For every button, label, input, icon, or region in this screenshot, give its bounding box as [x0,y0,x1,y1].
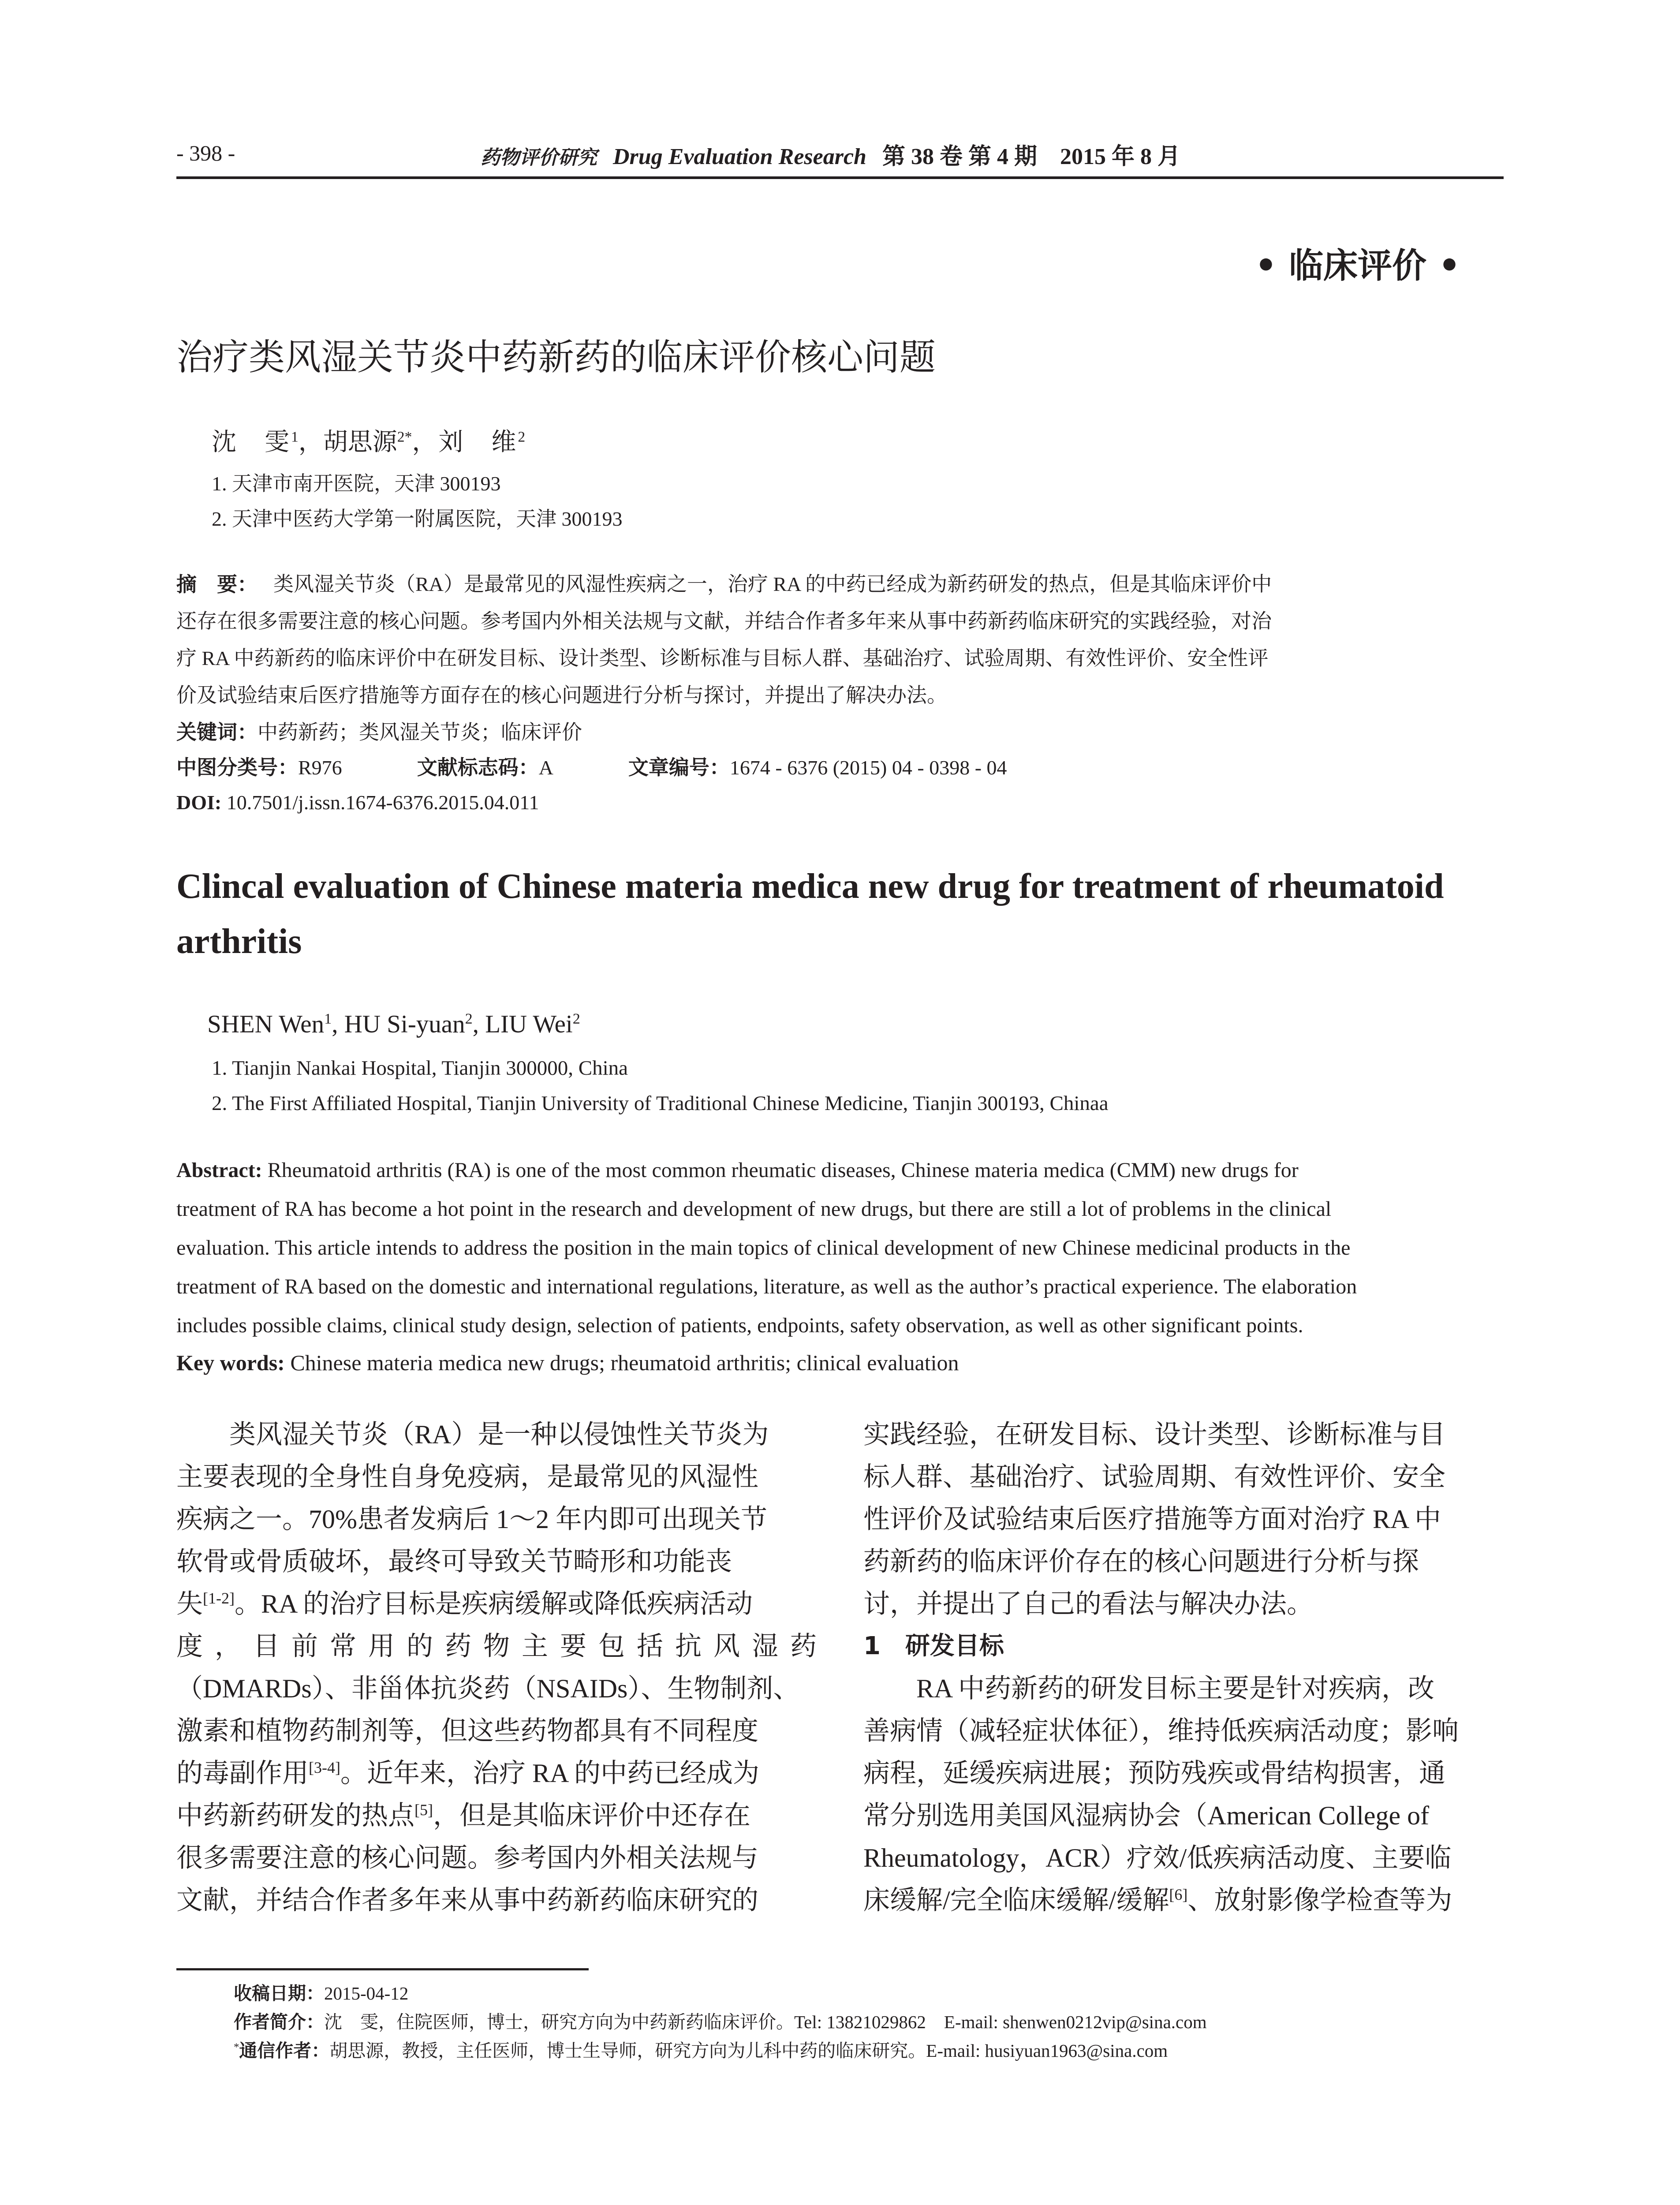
doc-code-label: 文献标志码： [417,755,539,779]
corresponding-text: 胡思源，教授，主任医师，博士生导师，研究方向为儿科中药的临床研究。E-mail: husiyuan1963@sina.com [329,2041,1168,2061]
body-left-text-9: 的毒副作用 [176,1759,309,1788]
body-right-line-7: RA 中药新药的研发目标主要是针对疾病，改 [863,1674,1435,1703]
doi-label: DOI: [176,791,222,814]
body-left-line-2: 主要表现的全身性自身免疫病，是最常见的风湿性 [176,1462,758,1491]
author-en-1: SHEN Wen [207,1010,325,1038]
affiliation-cn-2: 2. 天津中医药大学第一附属医院，天津 300193 [212,508,623,530]
keywords-en-label: Key words: [176,1350,285,1375]
body-left-text-10b: ，但是其临床评价中还存在 [433,1801,750,1830]
affiliation-en-1: 1. Tianjin Nankai Hospital, Tianjin 300000, China [212,1057,628,1080]
body-right-line-3: 性评价及试验结束后医疗措施等方面对治疗 RA 中 [863,1505,1441,1534]
doi [176,785,539,820]
author-1-affil: 1 [291,429,299,445]
abstract-en-line-1 [176,1151,1299,1190]
running-header [481,138,1180,171]
clc-value: R976 [298,756,342,779]
footnote-received [234,1980,408,2007]
corresponding-label: 通信作者： [239,2040,330,2061]
journal-name-en: Drug Evaluation Research [613,144,866,169]
received-label: 收稿日期： [234,1983,324,2004]
author-1: 沈 雯 [212,429,291,456]
body-left-line-8: 激素和植物药制剂等，但这些药物都具有不同程度 [176,1716,758,1745]
body-left-text-10: 中药新药研发的热点 [176,1801,414,1830]
abstract-en-line-5: includes possible claims, clinical study design, selection of patients, endpoints, safety observation, as well as other significant points. [176,1314,1303,1337]
issue-info: 第 38 卷 第 4 期 2015 年 8 月 [882,144,1180,169]
author-sep-1: ，胡思源 [298,429,397,456]
section-heading-1: 1 研发目标 [863,1632,1004,1660]
clc-label: 中图分类号： [176,755,298,779]
abstract-cn-label: 摘 要： [176,572,258,596]
body-left-line-7: （DMARDs）、非甾体抗炎药（NSAIDs）、生物制剂、 [176,1674,800,1703]
footnote-corresponding [234,2037,1168,2064]
header-rule [176,176,1504,179]
bio-text: 沈 雯，住院医师，博士，研究方向为中药新药临床评价。Tel: 13821029862 E-mail: shenwen0212vip@sina.com [324,2012,1207,2032]
author-en-2: , HU Si-yuan [332,1010,465,1038]
bio-label: 作者简介： [234,2011,324,2033]
abstract-cn-line-3: 疗 RA 中药新药的临床评价中在研发目标、设计类型、诊断标准与目标人群、基础治疗、试验周期、有效性评价、安全性评 [176,647,1269,669]
body-right-text-12: 床缓解/完全临床缓解/缓解 [863,1886,1169,1915]
classification-row [176,750,1007,785]
journal-logo-cn: 药物评价研究 [481,147,597,168]
page-number: - 398 - [176,141,235,165]
body-right-line-8: 善病情（减轻症状体征），维持低疾病活动度；影响 [863,1716,1459,1745]
body-right-line-1: 实践经验，在研发目标、设计类型、诊断标准与目 [863,1420,1445,1449]
received-date: 2015-04-12 [324,1983,409,2003]
body-right-line-9: 病程，延缓疾病进展；预防残疾或骨结构损害，通 [863,1759,1445,1788]
affiliation-cn-1: 1. 天津市南开医院，天津 300193 [212,472,501,495]
author-en-1-affil: 1 [324,1011,332,1027]
abstract-cn-line-4: 价及试验结束后医疗措施等方面存在的核心问题进行分析与探讨，并提出了解决办法。 [176,684,947,706]
abstract-en-text-1: Rheumatoid arthritis (RA) is one of the most common rheumatic diseases, Chinese materia medica (CMM) new drugs for [262,1159,1299,1182]
body-right-text-12b: 、放射影像学检查等为 [1187,1886,1452,1915]
body-right-line-11: Rheumatology，ACR）疗效/低疾病活动度、主要临 [863,1843,1452,1872]
body-left-line-3: 疾病之一。70%患者发病后 1～2 年内即可出现关节 [176,1505,767,1534]
article-no-value: 1674 - 6376 (2015) 04 - 0398 - 04 [729,756,1007,779]
author-3: ，刘 维 [412,429,518,456]
body-left-line-10 [176,1794,750,1837]
abstract-en-line-4: treatment of RA based on the domestic and international regulations, literature, as well as the author’s practical experience. The elaboration [176,1275,1357,1298]
body-left-line-6: 度，目前常用的药物主要包括抗风湿药 [176,1632,829,1661]
citation-1-2[interactable]: [1-2] [203,1589,235,1607]
body-left-line-1: 类风湿关节炎（RA）是一种以侵蚀性关节炎为 [176,1420,769,1449]
footnote-rule [176,1968,589,1970]
abstract-en-label: Abstract: [176,1159,262,1182]
body-right-line-4: 药新药的临床评价存在的核心问题进行分析与探 [863,1547,1419,1576]
keywords-en-text: Chinese materia medica new drugs; rheumatoid arthritis; clinical evaluation [284,1350,959,1375]
affiliation-en-2: 2. The First Affiliated Hospital, Tianjin University of Traditional Chinese Medicine, Tianjin 300193, Chinaa [212,1092,1109,1115]
body-left-line-9 [176,1752,759,1794]
author-en-3-affil: 2 [572,1011,580,1027]
author-2-affil: 2* [397,429,412,445]
author-en-3: , LIU Wei [472,1010,573,1038]
body-left-text-5b: 。RA 的治疗目标是疾病缓解或降低疾病活动 [234,1589,753,1618]
corresponding-mark: * [234,2041,239,2053]
abstract-cn-line-2: 还存在很多需要注意的核心问题。参考国内外相关法规与文献，并结合作者多年来从事中药新药临床研究的实践经验，对治 [176,610,1272,632]
body-right-line-5: 讨，并提出了自己的看法与解决办法。 [863,1589,1313,1618]
doi-value[interactable]: 10.7501/j.issn.1674-6376.2015.04.011 [226,791,539,814]
body-left-line-5 [176,1583,753,1625]
abstract-cn-line-1: 类风湿关节炎（RA）是最常见的风湿性疾病之一，治疗 RA 的中药已经成为新药研发的热点，但是其临床评价中 [273,573,1272,595]
keywords-cn-label: 关键词： [176,720,258,744]
authors-en [207,1010,580,1039]
keywords-cn-text: 中药新药；类风湿关节炎；临床评价 [258,721,582,744]
keywords-cn [176,714,582,750]
section-label: • 临床评价 • [1254,246,1460,286]
doc-code-value: A [538,756,553,779]
citation-5[interactable]: [5] [414,1801,433,1819]
citation-3-4[interactable]: [3-4] [309,1759,340,1776]
abstract-en-line-2: treatment of RA has become a hot point in the research and development of new drugs, but there are still a lot of problems in the clinical [176,1197,1332,1221]
author-en-2-affil: 2 [465,1011,473,1027]
body-left-text-5: 失 [176,1589,203,1618]
title-en-line-1: Clincal evaluation of Chinese materia medica new drug for treatment of rheumatoid [176,867,1444,906]
authors-cn [212,422,525,458]
footnote-bio [234,2009,1207,2035]
body-left-line-12: 文献，并结合作者多年来从事中药新药临床研究的 [176,1886,758,1915]
body-right-line-2: 标人群、基础治疗、试验周期、有效性评价、安全 [863,1462,1445,1491]
title-cn: 治疗类风湿关节炎中药新药的临床评价核心问题 [176,336,936,378]
article-no-label: 文章编号： [628,755,730,779]
body-left-line-4: 软骨或骨质破坏，最终可导致关节畸形和功能丧 [176,1547,732,1576]
body-left-text-9b: 。近年来，治疗 RA 的中药已经成为 [340,1759,760,1788]
body-right-line-10: 常分别选用美国风湿病协会（American College of [863,1801,1430,1830]
body-left-line-11: 很多需要注意的核心问题。参考国内外相关法规与 [176,1843,758,1872]
keywords-en [176,1343,959,1382]
body-right-line-12 [863,1879,1452,1921]
author-3-affil: 2 [518,429,526,445]
citation-6[interactable]: [6] [1169,1886,1188,1903]
title-en-line-2: arthritis [176,922,302,961]
abstract-en-line-3: evaluation. This article intends to address the position in the main topics of clinical development of new Chinese medicinal products in the [176,1236,1351,1259]
